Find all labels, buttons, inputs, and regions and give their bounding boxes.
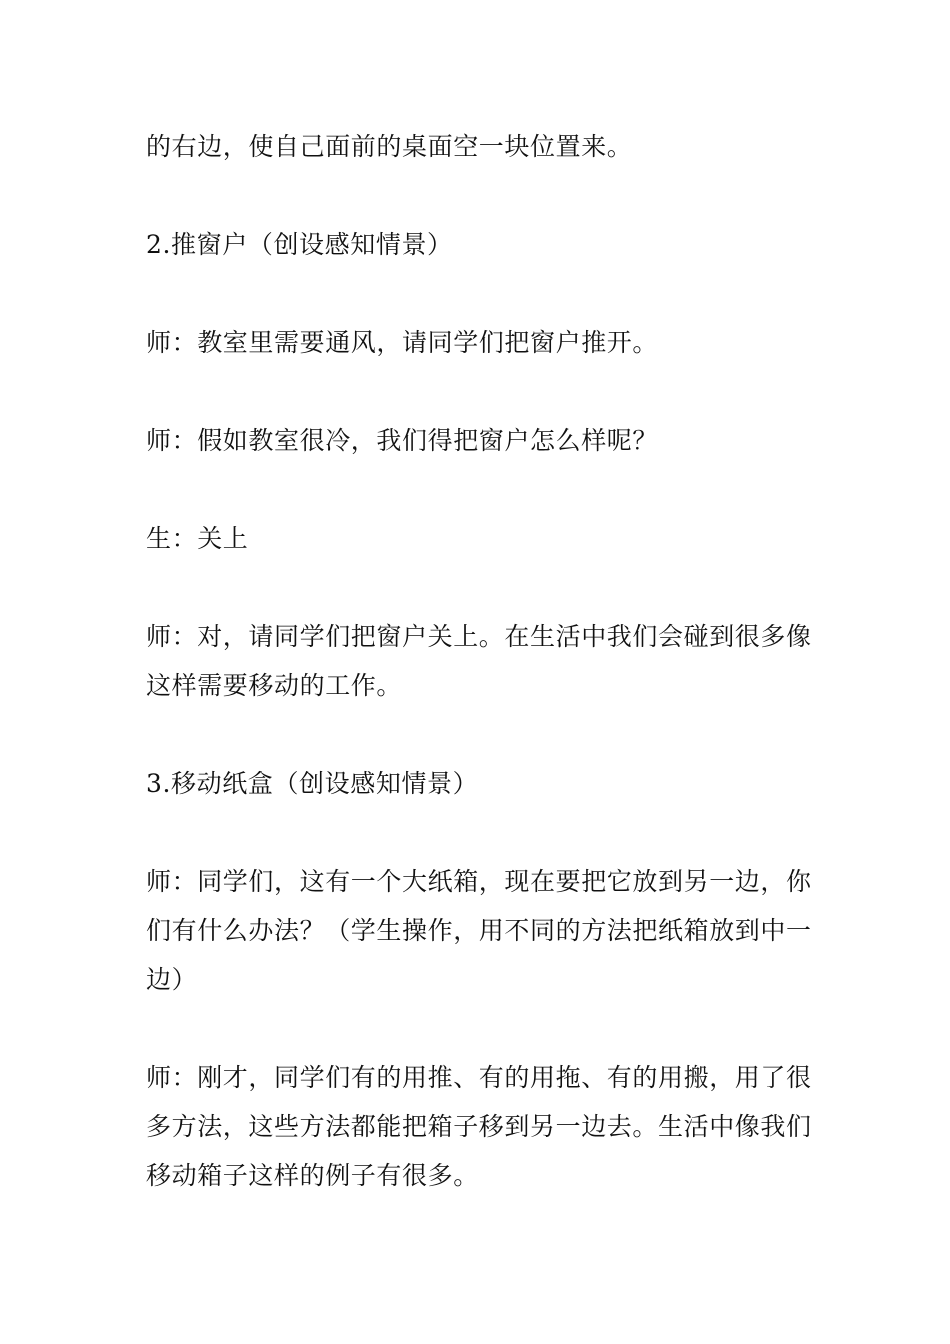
- section-heading-move-box: 3.移动纸盒（创设感知情景）: [146, 769, 479, 798]
- paragraph-teacher-close-window: 师：对，请同学们把窗户关上。在生活中我们会碰到很多像这样需要移动的工作。: [146, 622, 812, 700]
- paragraph-continuation: 的右边，使自己面前的桌面空一块位置来。: [146, 132, 633, 161]
- paragraph-teacher-box-task: 师：同学们，这有一个大纸箱，现在要把它放到另一边，你们有什么办法？（学生操作，用不同的方法把纸箱放到中一边）: [146, 867, 812, 994]
- section-heading-push-window: 2.推窗户（创设感知情景）: [146, 230, 453, 259]
- paragraph-teacher-summary: 师：刚才，同学们有的用推、有的用拖、有的用搬，用了很多方法，这些方法都能把箱子移到另一边去。生活中像我们移动箱子这样的例子有很多。: [146, 1063, 812, 1190]
- paragraph-student-answer: 生：关上: [146, 524, 249, 553]
- paragraph-teacher-cold-question: 师：假如教室很冷，我们得把窗户怎么样呢？: [146, 426, 659, 455]
- paragraph-teacher-ventilation: 师：教室里需要通风，请同学们把窗户推开。: [146, 328, 659, 357]
- document-page: [146, 122, 816, 1200]
